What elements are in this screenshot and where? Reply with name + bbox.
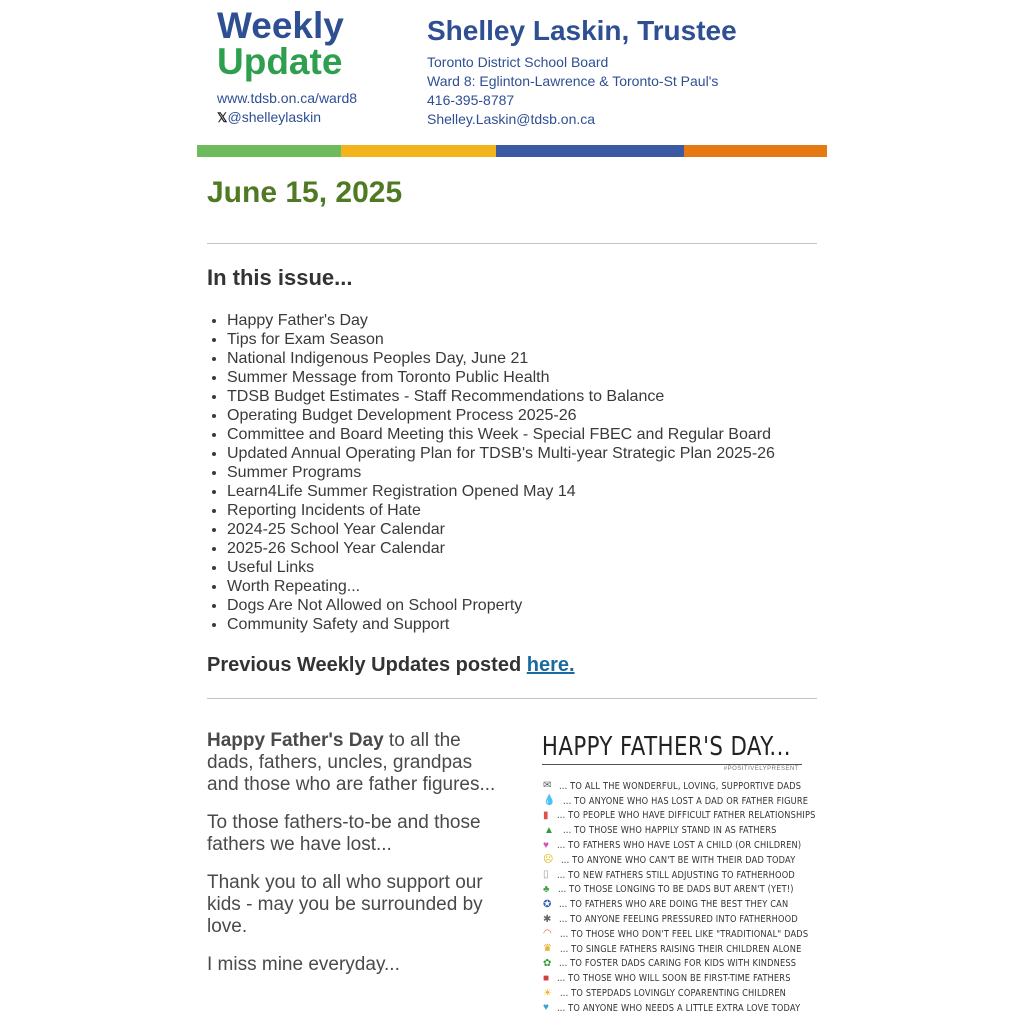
- color-bar-yellow: [341, 145, 496, 157]
- toc-item[interactable]: • Tips for Exam Season: [227, 330, 775, 349]
- toc-item[interactable]: • Committee and Board Meeting this Week - Special FBEC and Regular Board: [227, 425, 775, 444]
- card-line-text: ... TO STEPDADS LOVINGLY COPARENTING CHILDREN: [559, 988, 786, 1000]
- card-line-text: ... TO PEOPLE WHO HAVE DIFFICULT FATHER RELATIONSHIPS: [556, 810, 816, 822]
- toc-item[interactable]: • 2024-25 School Year Calendar: [227, 520, 775, 539]
- ribbon-icon: ✪: [543, 898, 552, 910]
- card-line-text: ... TO THOSE WHO DON'T FEEL LIKE "TRADITIONAL" DADS: [559, 928, 808, 940]
- masthead-title-weekly: Weekly: [217, 5, 344, 46]
- previous-updates: [207, 654, 575, 677]
- card-line-text: ... TO ANYONE WHO NEEDS A LITTLE EXTRA LOVE TODAY: [556, 1002, 801, 1014]
- toc-item[interactable]: • Summer Programs: [227, 463, 775, 482]
- fathers-day-paragraph: Happy Father's Day to all the dads, fathers, uncles, grandpas and those who are father figures...: [207, 730, 496, 795]
- card-list: [537, 779, 817, 1016]
- phone-number[interactable]: 416-395-8787: [427, 92, 515, 108]
- card-line-text: ... TO FATHERS WHO HAVE LOST A CHILD (OR CHILDREN): [556, 840, 802, 852]
- table-of-contents: [207, 311, 775, 634]
- card-line: [543, 971, 817, 986]
- heart-blue-icon: ♥: [543, 1002, 549, 1014]
- board-name: Toronto District School Board: [427, 54, 609, 70]
- toc-item[interactable]: • TDSB Budget Estimates - Staff Recommendations to Balance: [227, 387, 775, 406]
- toc-item[interactable]: • Worth Repeating...: [227, 577, 775, 596]
- toc-item[interactable]: • Reporting Incidents of Hate: [227, 501, 775, 520]
- card-line-text: ... TO FOSTER DADS CARING FOR KIDS WITH KINDNESS: [559, 958, 797, 970]
- previous-updates-text: Previous Weekly Updates posted: [207, 654, 527, 676]
- website-link[interactable]: www.tdsb.on.ca/ward8: [217, 90, 358, 106]
- trustee-name: Shelley Laskin, Trustee: [427, 15, 737, 46]
- card-line-text: ... TO THOSE WHO WILL SOON BE FIRST-TIME FATHERS: [557, 973, 791, 985]
- card-line: [543, 838, 817, 853]
- card-line: [543, 823, 817, 838]
- card-line-text: ... TO FATHERS WHO ARE DOING THE BEST THEY CAN: [559, 899, 789, 911]
- card-line: [543, 868, 817, 883]
- card-icon: ✉: [543, 780, 552, 792]
- card-line-text: ... TO ANYONE WHO HAS LOST A DAD OR FATHER FIGURE: [563, 795, 809, 807]
- card-line-text: ... TO ANYONE WHO CAN'T BE WITH THEIR DAD TODAY: [561, 854, 796, 866]
- sad-face-icon: ☹: [543, 854, 554, 866]
- card-line: [543, 912, 817, 927]
- toc-item[interactable]: • Dogs Are Not Allowed on School Property: [227, 596, 775, 615]
- fathers-day-message: [207, 730, 507, 992]
- toc-item[interactable]: • Learn4Life Summer Registration Opened May 14: [227, 482, 775, 501]
- card-line-text: ... TO THOSE LONGING TO BE DADS BUT AREN'T (YET!): [557, 884, 794, 896]
- fathers-day-image: [537, 730, 817, 1024]
- card-line: [543, 779, 817, 794]
- plant-icon: ♣: [543, 883, 550, 895]
- ward-name: Ward 8: Eglinton-Lawrence & Toronto-St Paul's: [427, 73, 719, 89]
- card-line: [543, 794, 817, 809]
- previous-updates-link[interactable]: here.: [526, 654, 575, 676]
- bottle-icon: ▯: [543, 869, 549, 881]
- toc-item[interactable]: • Happy Father's Day: [227, 311, 775, 330]
- card-line: [543, 883, 817, 898]
- color-bar-green: [197, 145, 341, 157]
- masthead-title-update: Update: [217, 41, 343, 82]
- card-line: [543, 853, 817, 868]
- sun-icon: ☀: [543, 987, 552, 999]
- crown-icon: ♛: [543, 943, 552, 955]
- fathers-day-paragraph: I miss mine everyday...: [207, 954, 400, 975]
- color-bar-blue: [496, 145, 684, 157]
- sprout-icon: ✿: [543, 957, 552, 969]
- toc-item[interactable]: • Community Safety and Support: [227, 615, 775, 634]
- card-line-text: ... TO NEW FATHERS STILL ADJUSTING TO FATHERHOOD: [556, 869, 795, 881]
- toc-item[interactable]: • Operating Budget Development Process 2025-26: [227, 406, 775, 425]
- rainbow-icon: ◠: [543, 928, 552, 940]
- in-this-issue-heading: In this issue...: [207, 265, 353, 290]
- social-handle: @shelleylaskin: [227, 109, 322, 125]
- toc-item[interactable]: • Summer Message from Toronto Public Health: [227, 368, 775, 387]
- email-link[interactable]: Shelley.Laskin@tdsb.on.ca: [427, 111, 596, 127]
- fathers-day-paragraph: To those fathers-to-be and those fathers we have lost...: [207, 812, 481, 855]
- social-link[interactable]: [217, 108, 417, 127]
- color-bar-orange: [684, 145, 827, 157]
- blocks-icon: ■: [543, 972, 550, 984]
- toc-item[interactable]: • National Indigenous Peoples Day, June 21: [227, 349, 775, 368]
- card-line: [543, 927, 817, 942]
- card-line: [543, 809, 817, 824]
- card-hashtag: #POSITIVELYPRESENT: [723, 766, 799, 772]
- newsletter: [197, 0, 827, 1024]
- card-title: HAPPY FATHER'S DAY...: [541, 732, 791, 762]
- fathers-day-paragraph: Thank you to all who support our kids - may you be surrounded by love.: [207, 872, 483, 937]
- card-line: [543, 957, 817, 972]
- card-line-text: ... TO ALL THE WONDERFUL, LOVING, SUPPORTIVE DADS: [559, 780, 802, 792]
- trustee-info: [427, 14, 827, 129]
- card-line: [543, 986, 817, 1001]
- divider: [207, 243, 817, 244]
- toc-item[interactable]: • 2025-26 School Year Calendar: [227, 539, 775, 558]
- speech-icon: ✱: [543, 913, 552, 925]
- card-line-text: ... TO THOSE WHO HAPPILY STAND IN AS FATHERS: [563, 825, 777, 837]
- issue-date: June 15, 2025: [207, 176, 403, 209]
- toc-item[interactable]: • Useful Links: [227, 558, 775, 577]
- fathers-day-heading: Happy Father's Day: [207, 730, 384, 751]
- card-line: [543, 942, 817, 957]
- tree-icon: ▲: [544, 824, 554, 836]
- card-line-text: ... TO SINGLE FATHERS RAISING THEIR CHILDREN ALONE: [559, 943, 802, 955]
- bandage-icon: ▮: [543, 809, 549, 821]
- divider: [207, 698, 817, 699]
- card-line-text: ... TO ANYONE FEELING PRESSURED INTO FATHERHOOD: [559, 914, 799, 926]
- toc-item[interactable]: • Updated Annual Operating Plan for TDSB's Multi-year Strategic Plan 2025-26: [227, 444, 775, 463]
- card-line: [543, 1001, 817, 1016]
- heart-icon: ♥: [543, 839, 549, 851]
- card-line: [543, 897, 817, 912]
- drop-icon: 💧: [543, 795, 556, 807]
- masthead: [217, 5, 417, 127]
- x-logo-icon: 𝕏: [217, 110, 228, 125]
